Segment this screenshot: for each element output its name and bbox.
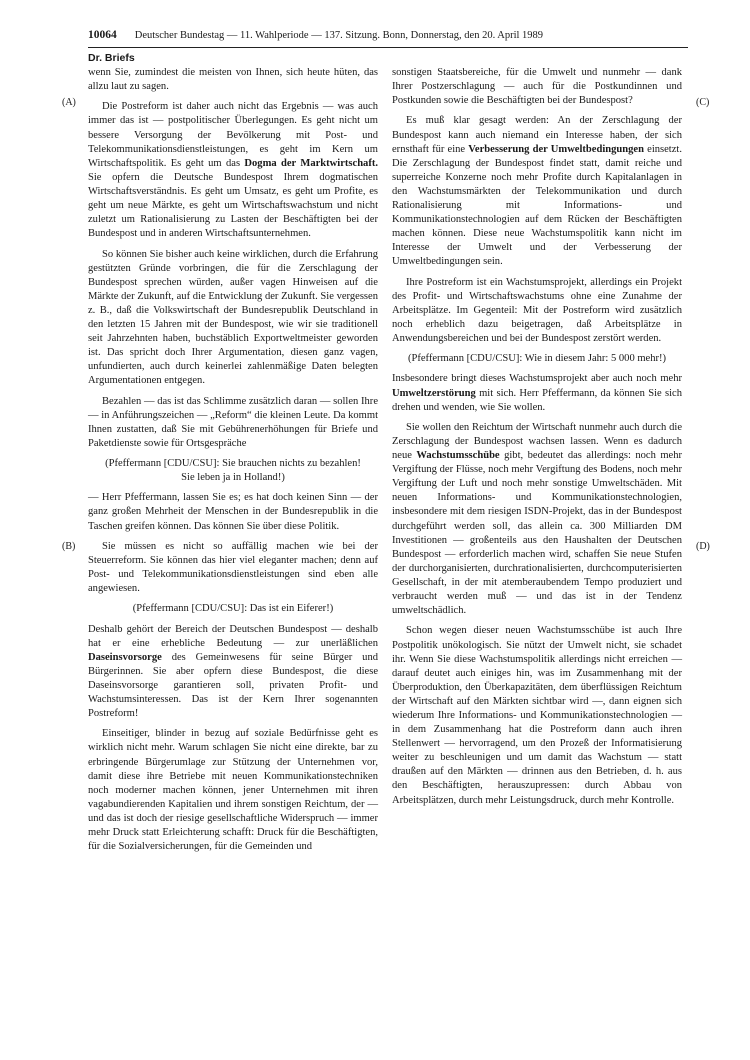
margin-mark-a: (A) — [62, 97, 76, 108]
running-title: Deutscher Bundestag — 11. Wahlperiode — 137. Sitzung. Bonn, Donnerstag, den 20. April 1989 — [134, 30, 544, 41]
paragraph: Sie wollen den Reichtum der Wirtschaft nunmehr auch durch die Zerschlagung der Bundespost wachsen lassen. Wenn es dadurch neue Wachstumsschübe gibt, bedeutet das allerdings: noch mehr Vergiftung der Flüsse, noch mehr Vergiftung des Bodens, noch mehr Vergiftung der Luft und noch mehr sonstige Umweltschäden. Mit neuen Informations- und Kommunikationstechnologien, insbesondere mit dem riesigen ISDN-Projekt, das in der Bundespost durchgeführt werden soll, das allein ca. 300 Milliarden DM Investitionen — großenteils aus den Haushalten der Deutschen Bundespost — erforderlich machen wird, schaffen Sie neue Stufen der durchorganisierten, durchrationalisierten, durchcomputerisierten Gesellschaft, in der mit atemberaubendem Tempo produziert und verbraucht werden muß — und das ist in der Tendenz umweltschädlich. — [392, 421, 683, 617]
emphasis: Wachstumsschübe — [416, 450, 500, 462]
paragraph: Bezahlen — das ist das Schlimme zusätzlich daran — sollen Ihre — in Anführungszeichen — „Reform“ die kleinen Leute. Da kommt Ihnen zustatten, daß Sie mit Gebührenerhöhungen für Briefe und Paketdienste sowie für Ortsgespräche — [88, 395, 378, 449]
paragraph: Es muß klar gesagt werden: An der Zerschlagung der Bundespost kann auch niemand ein Interesse haben, der sich ernsthaft für eine Verbesserung der Umweltbedingungen einsetzt. Die Zerschlagung der Bundespost findet statt, damit reiche und superreiche Konzerne noch mehr Profite durch Kapitalanlagen in den Wachstumsmärkten der Telekommunikation und durch Rationalisierung mit Informations- und Kommunikationstechnologien auf dem Rücken der Beschäftigten machen können. Diese neue Wachstumspolitik kann nicht im Interesse der Umwelt und der Verbesserung der Umweltbedingungen sein. — [392, 115, 682, 268]
emphasis: Umweltzerstörung — [392, 387, 476, 399]
paragraph: wenn Sie, zumindest die meisten von Ihnen, sich heute hüten, das allzu laut zu sagen. — [88, 67, 378, 93]
interjection: (Pfeffermann [CDU/CSU]: Wie in diesem Jahr: 5 000 mehr!) — [407, 353, 667, 365]
paragraph: Ihre Postreform ist ein Wachstumsprojekt, allerdings ein Projekt des Profit- und Wirtschaftswachstums ohne eine Zunahme der Arbeitsplätze. Im Gegenteil: Mit der Postreform wird zusätzlich noch erheblich dazu beigetragen, daß Arbeitsplätze in Anwendungsbereichen und bei der Bundespost zerstört werden. — [392, 276, 682, 345]
emphasis: Verbesserung der Umweltbedingungen — [468, 143, 644, 155]
paragraph: — Herr Pfeffermann, lassen Sie es; es hat doch keinen Sinn — der ganz großen Mehrheit der Menschen in der Bundesrepublik in die Taschen greifen können. Das können Sie über diese Politik. — [88, 492, 378, 532]
interjection: (Pfeffermann [CDU/CSU]: Das ist ein Eiferer!) — [132, 603, 334, 615]
right-column — [392, 66, 682, 814]
paragraph: sonstigen Staatsbereiche, für die Umwelt und nunmehr — dank Ihrer Postzerschlagung — auch für die Postkundinnen und Postkunden sowie die Beschäftigten bei der Bundespost? — [392, 67, 682, 107]
paragraph: So können Sie bisher auch keine wirklichen, durch die Erfahrung gestützten Gründe vorbringen, die für die Zerschlagung der Bundespost sprechen würden, außer vagen Hinweisen auf die Märkte der Zukunft, auf die Entwicklung der Zukunft. Sie vergessen z. B., daß die Volkswirtschaft der Bundesrepublik Deutschland in den letzten 15 Jahren mit der Bundespost, wie wir sie traditionell seit Jahrzehnten haben, buchstäblich Exportweltmeister geworden ist. Das spricht doch Ihrer Argumentation, diesen ganz vagen, unfundierten, auch durch keinerlei zahlenmäßige Daten belegten Argumentationen entgegen. — [88, 248, 378, 387]
emphasis: Dogma der Marktwirtschaft. — [244, 157, 378, 169]
paragraph: Die Postreform ist daher auch nicht das Ergebnis — was auch immer das ist — postpolitischer Überlegungen. Es geht nicht um bessere Versorgung der Bevölkerung mit Post- und Telekommunikationsdienstleistungen, es geht im Kern um Wirtschaftspolitik. Es geht um das Dogma der Marktwirtschaft. Sie opfern die Deutsche Bundespost Ihrem dogmatischen Wirtschaftsverständnis. Es geht um Umsatz, es geht um Profite, es geht um neue Märkte, es geht um Wirtschaftswachstum und nicht zuletzt um Rationalisierung zu Lasten der Beschäftigten bei der Bundespost und in anderen Wirtschaftsunternehmen. — [88, 101, 378, 240]
page-number: 10064 — [88, 29, 117, 41]
margin-mark-d: (D) — [696, 541, 710, 552]
margin-mark-b: (B) — [62, 541, 76, 552]
running-header — [88, 28, 688, 48]
paragraph: Deshalb gehört der Bereich der Deutschen Bundespost — deshalb hat er eine erhebliche Bedeutung — zur unerläßlichen Daseinsvorsorge des Gemeinwesens für seine Bürger und Bürgerinnen. Sie aber opfern diese Bundespost, die diese Daseinsvorsorge garantieren soll, privaten Profit- und Wachstumsinteressen. Das ist der Kern Ihrer sogenannten Postreform! — [88, 623, 378, 720]
paragraph: Schon wegen dieser neuen Wachstumsschübe ist auch Ihre Postpolitik unökologisch. Sie nützt der Umwelt nicht, sie schadet ihr. Wenn Sie diese Wachstumspolitik allerdings nicht erreichen — darauf deutet auch einiges hin, was im Zusammenhang mit der Überproduktion, den Überkapazitäten, dem überflüssigen Reichtum der Wirtschaft auf den Märkten sichtbar wird —, dann eignen sich wiederum Ihre Informations- und Kommunikationstechnologien — in dem Zusammenhang hat die Postreform dann auch ihren Stellenwert — hervorragend, um den Prozeß der Informatisierung weiter zu beschleunigen und um damit das Wachstum — statt draußen auf den Märkten — drinnen aus den Betrieben, d. h. aus den Beschäftigten, herauszupressen: durch Abbau von Arbeitsplätzen, durch mehr Leistungsdruck, durch mehr Kontrolle. — [392, 625, 682, 806]
left-column — [88, 66, 378, 860]
interjection: (Pfeffermann [CDU/CSU]: Sie brauchen nichts zu bezahlen! Sie leben ja in Holland!) — [105, 458, 361, 484]
emphasis: Daseinsvorsorge — [88, 651, 162, 663]
margin-mark-c: (C) — [696, 97, 710, 108]
paragraph: Sie müssen es nicht so auffällig machen wie bei der Steuerreform. Sie können das hier viel eleganter machen; denn auf Post- und Telekommunikationsdienstleistungen sind eben alle angewiesen. — [88, 540, 378, 595]
paragraph: Einseitiger, blinder in bezug auf soziale Bedürfnisse geht es wirklich nicht mehr. Warum schlagen Sie nicht eine direkte, bar zu erbringende Bürgerumlage zur Stützung der Unternehmen vor, damit diese ihre Betriebe mit neuen Kommunikationstechniken noch moderner machen können, jener Unternehmen mit ihren vagabundierenden Kapitalien und ihrem sonstigen Reichtum, der — und das ist doch der riesige gesellschaftliche Widerspruch — immer mehr Druck statt Erleichterung schafft: Druck für die Beschäftigten, für die Sozialversicherungen, für die Gemeinden und — [88, 728, 378, 853]
speaker-name: Dr. Briefs — [88, 52, 135, 64]
paragraph: Insbesondere bringt dieses Wachstumsprojekt aber auch noch mehr Umweltzerstörung mit sich. Herr Pfeffermann, da können Sie sich drehen und wenden, wie Sie wollen. — [392, 373, 682, 413]
